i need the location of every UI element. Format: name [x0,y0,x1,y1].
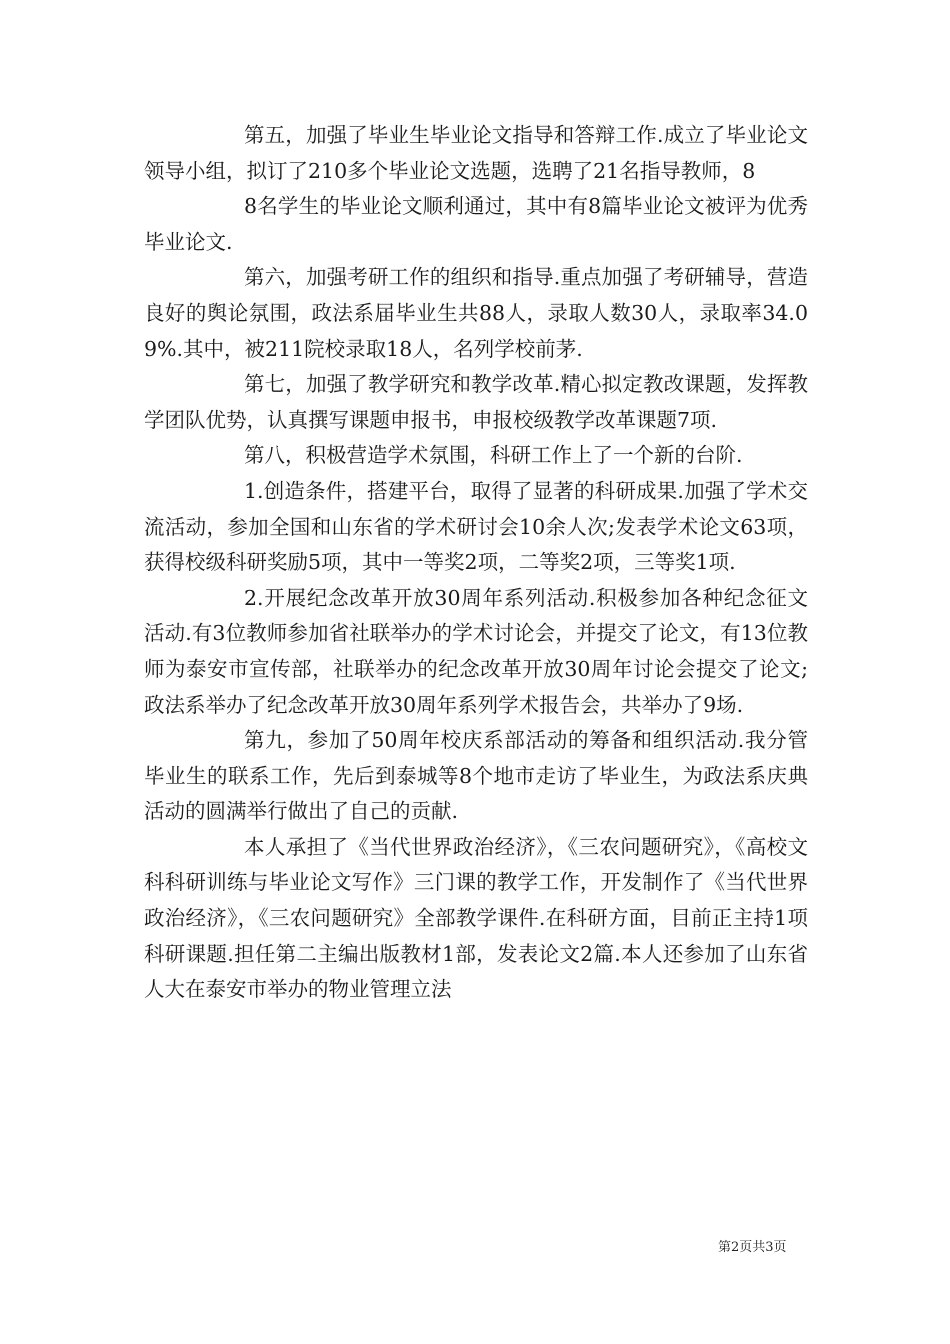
page-number-footer: 第2页共3页 [718,1240,787,1255]
paragraph-8-item-1: 1.创造条件，搭建平台，取得了显著的科研成果.加强了学术交流活动，参加全国和山东省的学术研讨会10余人次;发表学术论文63项，获得校级科研奖励5项，其中一等奖2项，二等奖2项，三等奖1项. [144,478,808,575]
paragraph-5-continued: 8名学生的毕业论文顺利通过，其中有8篇毕业论文被评为优秀毕业论文. [144,194,808,254]
paragraph-8: 第八，积极营造学术氛围，科研工作上了一个新的台阶. [244,443,743,468]
paragraph-personal: 本人承担了《当代世界政治经济》，《三农问题研究》，《高校文科科研训练与毕业论文写作》三门课的教学工作，开发制作了《当代世界政治经济》，《三农问题研究》全部教学课件.在科研方面，目前正主持1项科研课题.担任第二主编出版教材1部，发表论文2篇.本人还参加了山东省人大在泰安市举办的物业管理立法 [144,834,808,1002]
paragraph-9: 第九，参加了50周年校庆系部活动的筹备和组织活动.我分管毕业生的联系工作，先后到泰城等8个地市走访了毕业生，为政法系庆典活动的圆满举行做出了自己的贡献. [144,728,808,824]
paragraph-5: 第五，加强了毕业生毕业论文指导和答辩工作.成立了毕业论文领导小组，拟订了210多个毕业论文选题，选聘了21名指导教师，8 [144,123,808,183]
paragraph-6: 第六，加强考研工作的组织和指导.重点加强了考研辅导，营造良好的舆论氛围，政法系届毕业生共88人，录取人数30人，录取率34.09%.其中，被211院校录取18人，名列学校前茅. [144,265,808,361]
paragraph-8-item-2: 2.开展纪念改革开放30周年系列活动.积极参加各种纪念征文活动.有3位教师参加省社联举办的学术讨论会，并提交了论文，有13位教师为泰安市宣传部，社联举办的纪念改革开放30周年讨论会提交了论文;政法系举办了纪念改革开放30周年系列学术报告会，共举办了9场. [144,585,808,717]
paragraph-7: 第七，加强了教学研究和教学改革.精心拟定教改课题，发挥教学团队优势，认真撰写课题申报书，申报校级教学改革课题7项. [144,372,808,432]
document-body [144,118,808,1008]
